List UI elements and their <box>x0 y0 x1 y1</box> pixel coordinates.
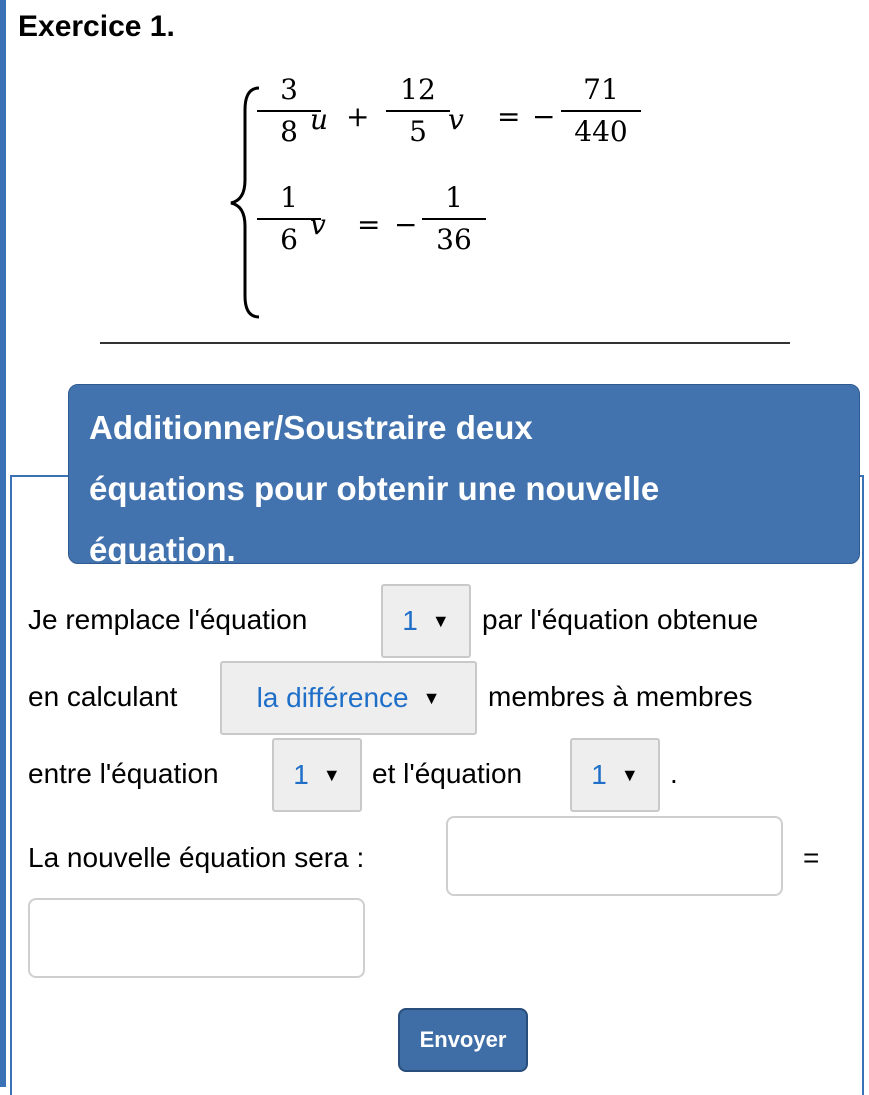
equation-select-3[interactable]: 1 ▼ <box>570 738 660 812</box>
equals-sign: = <box>497 100 521 133</box>
var-u: u <box>310 103 329 136</box>
fraction-1-36: 1 36 <box>422 180 486 258</box>
var-v: v <box>448 103 464 136</box>
dropdown-arrow-icon: ▼ <box>422 687 441 708</box>
divider <box>100 342 790 344</box>
operation-select[interactable]: la différence ▼ <box>220 661 477 735</box>
sentence-text: La nouvelle équation sera : <box>28 842 365 873</box>
fraction-1-6: 1 6 <box>257 180 321 258</box>
sentence-text: entre l'équation <box>28 758 219 789</box>
fraction-71-440: 71 440 <box>561 72 641 150</box>
equals-sign: = <box>357 208 381 241</box>
equals-text: = <box>803 842 820 873</box>
submit-button[interactable]: Envoyer <box>398 1008 528 1072</box>
dropdown-arrow-icon: ▼ <box>620 764 639 785</box>
left-member-input[interactable] <box>446 816 783 896</box>
dropdown-arrow-icon: ▼ <box>431 610 450 631</box>
fraction-3-8: 3 8 <box>257 72 321 150</box>
equation-select-2[interactable]: 1 ▼ <box>272 738 362 812</box>
dropdown-arrow-icon: ▼ <box>322 764 341 785</box>
sentence-text: et l'équation <box>372 758 523 789</box>
sentence-text: par l'équation obtenue <box>482 604 759 635</box>
var-v: v <box>310 208 326 241</box>
exercise-title: Exercice 1. <box>18 10 175 43</box>
plus-sign: + <box>346 100 370 133</box>
period: . <box>670 758 678 789</box>
sentence-text: en calculant <box>28 681 178 712</box>
right-member-input[interactable] <box>28 898 365 978</box>
minus-sign: − <box>532 100 556 133</box>
fraction-12-5: 12 5 <box>386 72 450 150</box>
sentence-text: membres à membres <box>488 681 753 712</box>
instruction-header: Additionner/Soustraire deux équations pour obtenir une nouvelle équation. <box>68 384 860 564</box>
equation-select-1[interactable]: 1 ▼ <box>381 584 471 658</box>
left-border <box>0 0 6 1087</box>
sentence-text: Je remplace l'équation <box>28 604 308 635</box>
minus-sign: − <box>394 208 418 241</box>
